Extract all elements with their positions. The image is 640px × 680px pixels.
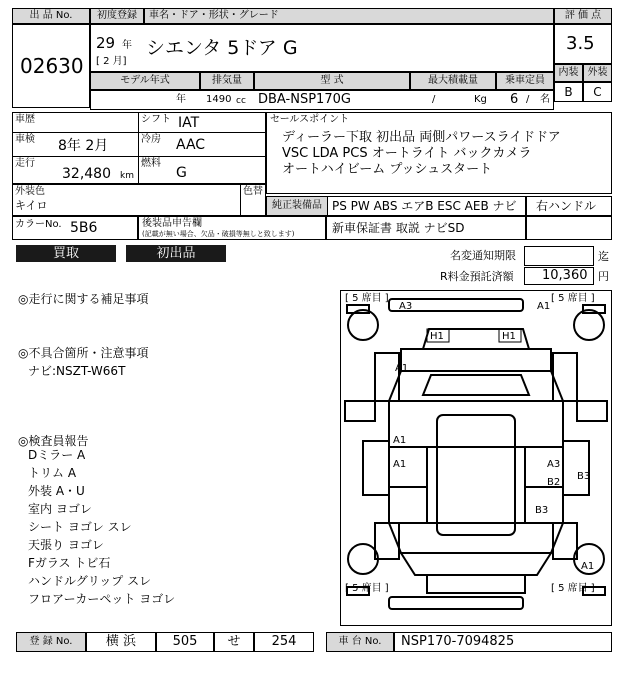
mileage-label: 走行: [15, 158, 35, 169]
inspector-line-9: フロアーカーペット ヨゴレ: [28, 592, 176, 606]
capacity-slash: /: [526, 94, 530, 105]
exterior-grade: C: [583, 82, 612, 102]
inspector-line-8: ハンドルグリップ スレ: [28, 574, 152, 588]
recycle-label: R料金預託済額: [440, 270, 514, 283]
details-divider-h1: [12, 132, 266, 133]
name-change-suffix: 迄: [598, 250, 609, 263]
warranty-box-right: [526, 216, 612, 240]
color-no-label: カラーNo.: [15, 219, 62, 230]
chassis-no: NSP170-7094825: [394, 632, 612, 652]
displacement-label: 排気量: [200, 72, 254, 90]
mark-hood-h1-left: H1: [430, 331, 444, 342]
first-reg-year: 29: [96, 34, 116, 52]
details-divider-h2: [12, 156, 266, 157]
ac-value: AAC: [176, 137, 206, 153]
mark-rear-right-b3: B3: [535, 505, 549, 516]
first-reg-label: 初度登録: [90, 8, 144, 24]
score: 3.5: [566, 33, 595, 54]
mark-right-quarter-b3: B3: [577, 471, 591, 482]
corner-tr: [ 5 席目 ]: [551, 293, 595, 304]
car-diagram: [340, 290, 612, 626]
reg-label: 登 録 No.: [16, 632, 86, 652]
name-change-box: [524, 246, 594, 266]
mark-left-front-door: A1: [393, 435, 407, 446]
mark-hood-h1-right: H1: [502, 331, 516, 342]
car-name: シエンタ 5ドア G: [146, 37, 298, 59]
model-code: DBA-NSP170G: [258, 92, 351, 107]
ext-color-label: 外装色: [15, 186, 45, 197]
exterior-label: 外装: [583, 64, 612, 82]
lot-no-label: 出 品 No.: [12, 8, 90, 24]
mark-right-rear-door-b2: B2: [547, 477, 561, 488]
inspector-title: ◎検査員報告: [18, 434, 89, 448]
sales-line-1: ディーラー下取 初出品 両側パワースライドドア: [282, 130, 561, 145]
mark-left-rear-door: A1: [393, 459, 407, 470]
mileage-value: 32,480: [62, 166, 111, 182]
corner-bl: [ 5 席目 ]: [345, 583, 389, 594]
corner-br: [ 5 席目 ]: [551, 583, 595, 594]
mileage-unit: km: [120, 171, 134, 181]
corner-tl: [ 5 席目 ]: [345, 293, 389, 304]
first-reg-month: [ 2 月]: [96, 56, 127, 67]
name-change-label: 名変通知期限: [450, 249, 516, 262]
reg-kana: せ: [214, 632, 254, 652]
model-label: 車名・ドア・形状・グレード: [144, 8, 554, 24]
driving-title: ◎走行に関する補足事項: [18, 292, 149, 306]
interior-label: 内装: [554, 64, 583, 82]
mark-front-left-fender: A1: [395, 363, 409, 374]
inspection-value: 8年 2月: [58, 138, 109, 154]
fuel-label: 燃料: [141, 158, 161, 169]
recycle-value: 10,360: [542, 268, 588, 283]
aftermarket-note: (記載が無い場合、欠品・破損等無しと致します): [142, 230, 295, 238]
details-divider-v: [138, 112, 139, 184]
score-label: 評 価 点: [554, 8, 612, 24]
first-listing-tag: 初出品: [126, 245, 226, 262]
year-unit: 年: [122, 40, 132, 51]
type-label: 型 式: [254, 72, 410, 90]
details-box: [12, 112, 266, 184]
inspector-line-7: Fガラス トビ石: [28, 556, 111, 570]
sales-line-3: オートハイビーム プッシュスタート: [282, 162, 493, 177]
inspector-line-2: トリム A: [28, 466, 77, 480]
defects-title: ◎不具合箇所・注意事項: [18, 346, 149, 360]
history-label: 車歴: [15, 114, 35, 125]
mark-front-bumper-left: A3: [399, 301, 413, 312]
inspection-label: 車検: [15, 134, 35, 145]
inspector-line-5: シート ヨゴレ スレ: [28, 520, 132, 534]
displacement-value: 1490: [206, 94, 232, 105]
capacity-label: 乗車定員: [496, 72, 554, 90]
capacity-value: 6: [510, 92, 519, 107]
ac-label: 冷房: [141, 134, 161, 145]
max-load-unit: Kg: [474, 94, 487, 105]
color-no-value: 5B6: [70, 220, 98, 236]
handle-value: 右ハンドル: [536, 199, 597, 213]
reg-class: 505: [156, 632, 214, 652]
shift-value: IAT: [178, 115, 200, 131]
warranty-value: 新車保証書 取説 ナビSD: [332, 221, 465, 235]
max-load-value: /: [432, 94, 436, 105]
equipment-items: PS PW ABS エアB ESC AEB ナビ: [332, 199, 517, 213]
ext-color-value: キイロ: [15, 199, 48, 212]
mark-front-bumper-right: A1: [537, 301, 551, 312]
lot-no: 02630: [20, 54, 84, 78]
max-load-label: 最大積載量: [410, 72, 496, 90]
model-year-label: モデル年式: [90, 72, 200, 90]
interior-grade: B: [554, 82, 583, 102]
sales-title: セールスポイント: [270, 114, 350, 125]
inspector-line-3: 外装 A・U: [28, 484, 85, 498]
defects-line-1: ナビ:NSZT-W66T: [28, 364, 126, 378]
sales-line-2: VSC LDA PCS オートライト バックカメラ: [282, 146, 532, 161]
inspector-line-4: 室内 ヨゴレ: [28, 502, 92, 516]
mark-right-front-wheel-a1: A1: [581, 561, 595, 572]
mark-right-rear-door-a3: A3: [547, 459, 561, 470]
inspector-line-6: 天張り ヨゴレ: [28, 538, 104, 552]
shift-label: シフト: [141, 114, 171, 125]
car-diagram-svg: [341, 291, 611, 625]
ext-color-box: [12, 184, 266, 216]
reg-region: 横 浜: [86, 632, 156, 652]
ext-color-divider: [240, 184, 241, 216]
color-change-label: 色替: [243, 186, 263, 197]
chassis-label: 車 台 No.: [326, 632, 394, 652]
aftermarket-label: 後装品申告欄: [142, 218, 202, 229]
inspector-line-1: Dミラー A: [28, 448, 86, 462]
recycle-unit: 円: [598, 270, 609, 283]
displacement-unit: cc: [236, 96, 246, 106]
reg-number: 254: [254, 632, 314, 652]
model-year-unit: 年: [176, 94, 186, 105]
equipment-label: 純正装備品: [266, 196, 328, 216]
fuel-value: G: [176, 165, 187, 181]
purchase-tag: 買取: [16, 245, 116, 262]
capacity-suffix: 名: [540, 94, 550, 105]
